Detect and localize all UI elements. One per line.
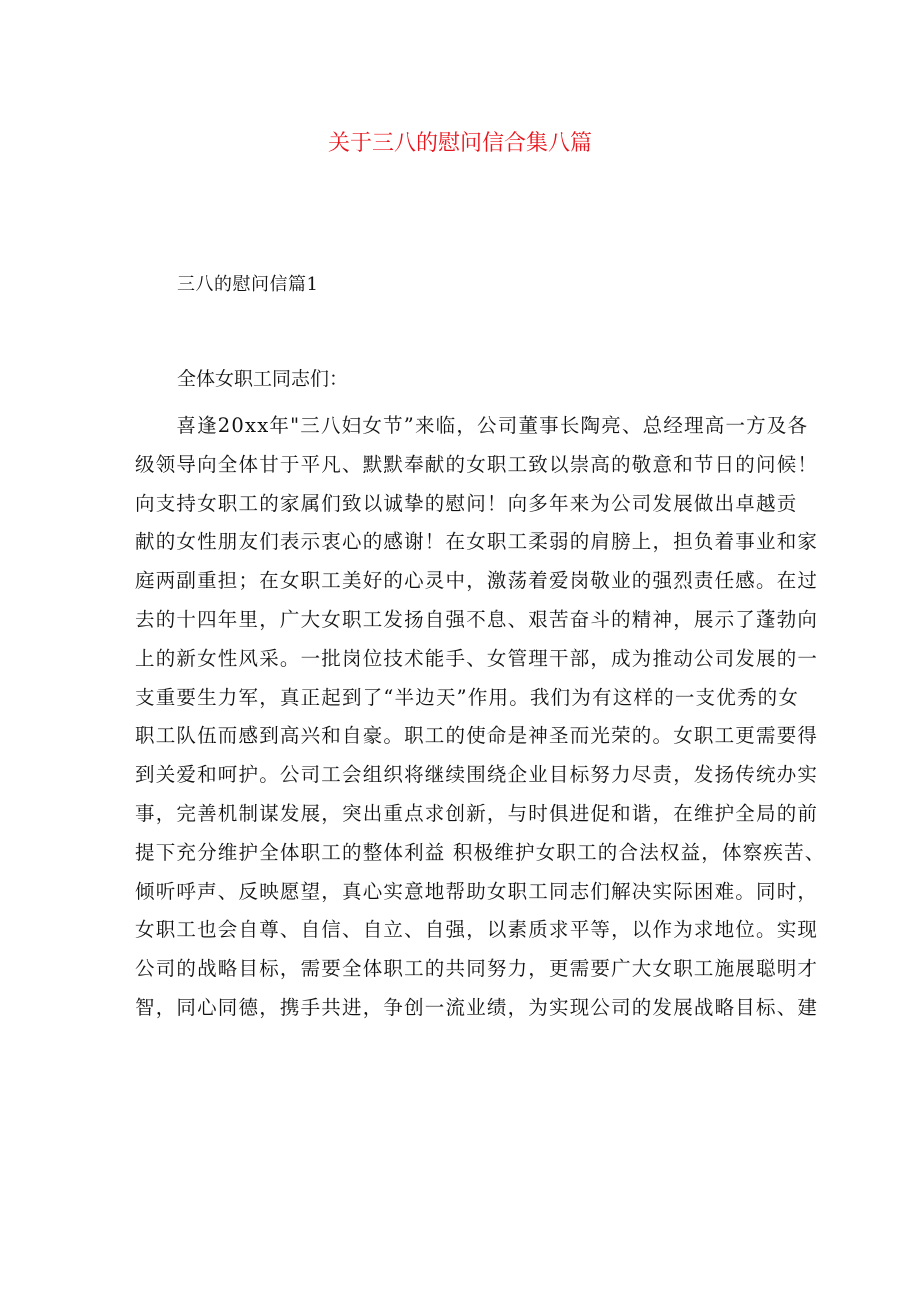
body-line: 到关爱和呵护。公司工会组织将继续围绕企业目标努力尽责，发扬传统办实 <box>135 763 819 787</box>
body-line: 庭两副重担；在女职工美好的心灵中，激荡着爱岗敬业的强烈责任感。在过 <box>135 569 819 593</box>
body-line: 去的十四年里，广大女职工发扬自强不息、艰苦奋斗的精神，展示了蓬勃向 <box>135 607 819 631</box>
body-line: 倾听呼声、反映愿望，真心实意地帮助女职工同志们解决实际困难。同时， <box>135 879 819 903</box>
body-line: 支重要生力军，真正起到了“半边天”作用。我们为有这样的一支优秀的女 <box>135 685 800 709</box>
body-line: 公司的战略目标，需要全体职工的共同努力，更需要广大女职工施展聪明才 <box>135 957 819 981</box>
section-title: 三八的慰问信篇1 <box>177 274 319 295</box>
body-line: 职工队伍而感到高兴和自豪。职工的使命是神圣而光荣的。女职工更需要得 <box>135 724 819 748</box>
body-line: 喜逢20xx年"三八妇女节”来临，公司董事长陶亮、总经理高一方及各 <box>135 414 809 437</box>
body-line: 女职工也会自尊、自信、自立、自强，以素质求平等，以作为求地位。实现 <box>135 918 819 942</box>
letter-body <box>135 407 826 1028</box>
body-line: 提下充分维护全体职工的整体利益 积极维护女职工的合法权益，体察疾苦、 <box>135 840 826 864</box>
body-line: 级领导向全体甘于平凡、默默奉献的女职工致以崇高的敬意和节日的问候！ <box>135 452 819 476</box>
body-line: 向支持女职工的家属们致以诚挚的慰问！向多年来为公司发展做出卓越贡 <box>135 491 798 515</box>
body-line: 事，完善机制谋发展，突出重点求创新，与时俱进促和谐，在维护全局的前 <box>135 801 819 825</box>
body-line: 上的新女性风采。一批岗位技术能手、女管理干部，成为推动公司发展的一 <box>135 646 819 670</box>
body-line: 智，同心同德，携手共进，争创一流业绩，为实现公司的发展战略目标、建 <box>135 995 819 1019</box>
document-title: 关于三八的慰问信合集八篇 <box>327 131 592 156</box>
salutation: 全体女职工同志们： <box>177 368 349 390</box>
body-line: 献的女性朋友们表示衷心的感谢！在女职工柔弱的肩膀上，担负着事业和家 <box>135 530 819 554</box>
